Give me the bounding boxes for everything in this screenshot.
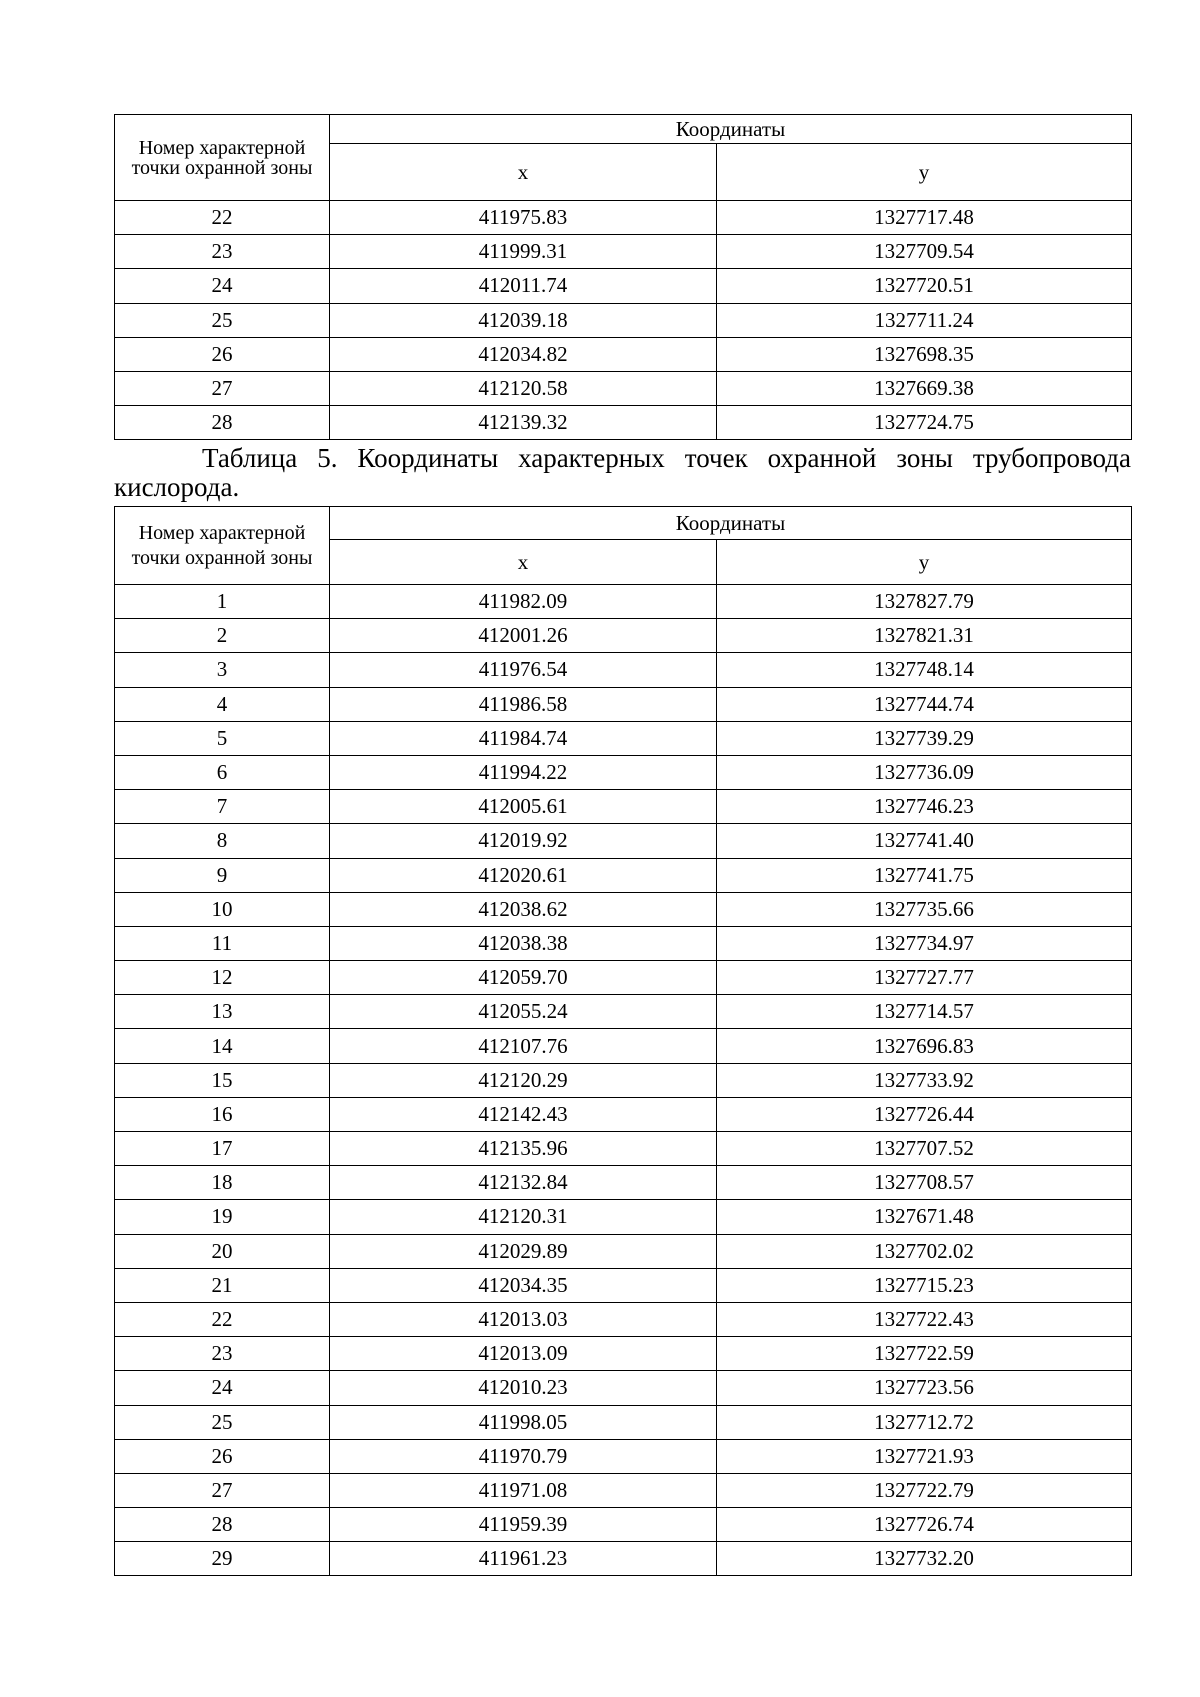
table-row [115, 1542, 1132, 1576]
y-coordinate-cell: 1327735.66 [717, 892, 1132, 926]
y-coordinate-cell: 1327714.57 [717, 995, 1132, 1029]
y-coordinate-cell: 1327827.79 [717, 585, 1132, 619]
y-coordinate-cell: 1327698.35 [717, 337, 1132, 371]
x-coordinate-cell: 412013.09 [330, 1337, 717, 1371]
point-number-cell: 21 [115, 1268, 330, 1302]
table-5-caption: Таблица 5. Координаты характерных точек охранной зоны трубопровода кислорода. [114, 443, 1131, 502]
x-coordinate-cell: 412001.26 [330, 619, 717, 653]
x-coordinate-cell: 412005.61 [330, 790, 717, 824]
point-number-cell: 28 [115, 406, 330, 440]
y-coordinate-cell: 1327721.93 [717, 1439, 1132, 1473]
point-number-cell: 3 [115, 653, 330, 687]
header-point-number: Номер характерной точки охранной зоны [115, 115, 330, 201]
table-row [115, 790, 1132, 824]
point-number-cell: 23 [115, 235, 330, 269]
table-row [115, 337, 1132, 371]
x-coordinate-cell: 412013.03 [330, 1302, 717, 1336]
table-row [115, 371, 1132, 405]
table-row [115, 1405, 1132, 1439]
header-y: y [717, 144, 1132, 201]
table-row [115, 653, 1132, 687]
table-row [115, 1302, 1132, 1336]
y-coordinate-cell: 1327732.20 [717, 1542, 1132, 1576]
coordinates-table-4-continuation [114, 114, 1132, 440]
header-x: x [330, 540, 717, 585]
table-row [115, 1029, 1132, 1063]
x-coordinate-cell: 412059.70 [330, 961, 717, 995]
y-coordinate-cell: 1327715.23 [717, 1268, 1132, 1302]
x-coordinate-cell: 411959.39 [330, 1508, 717, 1542]
x-coordinate-cell: 412039.18 [330, 303, 717, 337]
table-row [115, 1097, 1132, 1131]
point-number-cell: 22 [115, 1302, 330, 1336]
y-coordinate-cell: 1327712.72 [717, 1405, 1132, 1439]
y-coordinate-cell: 1327723.56 [717, 1371, 1132, 1405]
x-coordinate-cell: 412019.92 [330, 824, 717, 858]
y-coordinate-cell: 1327744.74 [717, 687, 1132, 721]
point-number-cell: 11 [115, 926, 330, 960]
y-coordinate-cell: 1327724.75 [717, 406, 1132, 440]
y-coordinate-cell: 1327696.83 [717, 1029, 1132, 1063]
y-coordinate-cell: 1327746.23 [717, 790, 1132, 824]
point-number-cell: 10 [115, 892, 330, 926]
table-row [115, 1063, 1132, 1097]
y-coordinate-cell: 1327669.38 [717, 371, 1132, 405]
x-coordinate-cell: 412120.31 [330, 1200, 717, 1234]
point-number-cell: 5 [115, 721, 330, 755]
table-row [115, 269, 1132, 303]
table-row [115, 1439, 1132, 1473]
point-number-cell: 1 [115, 585, 330, 619]
point-number-cell: 29 [115, 1542, 330, 1576]
x-coordinate-cell: 411975.83 [330, 201, 717, 235]
y-coordinate-cell: 1327702.02 [717, 1234, 1132, 1268]
x-coordinate-cell: 411998.05 [330, 1405, 717, 1439]
point-number-cell: 12 [115, 961, 330, 995]
y-coordinate-cell: 1327726.44 [717, 1097, 1132, 1131]
table-row [115, 1132, 1132, 1166]
x-coordinate-cell: 412139.32 [330, 406, 717, 440]
table-row [115, 1166, 1132, 1200]
header-coordinates: Координаты [330, 115, 1132, 144]
point-number-cell: 27 [115, 1473, 330, 1507]
x-coordinate-cell: 411976.54 [330, 653, 717, 687]
point-number-cell: 7 [115, 790, 330, 824]
y-coordinate-cell: 1327726.74 [717, 1508, 1132, 1542]
y-coordinate-cell: 1327821.31 [717, 619, 1132, 653]
table-row [115, 995, 1132, 1029]
x-coordinate-cell: 412132.84 [330, 1166, 717, 1200]
y-coordinate-cell: 1327733.92 [717, 1063, 1132, 1097]
table-row [115, 687, 1132, 721]
point-number-cell: 17 [115, 1132, 330, 1166]
header-y: y [717, 540, 1132, 585]
x-coordinate-cell: 411999.31 [330, 235, 717, 269]
point-number-cell: 4 [115, 687, 330, 721]
point-number-cell: 24 [115, 1371, 330, 1405]
point-number-cell: 20 [115, 1234, 330, 1268]
x-coordinate-cell: 412020.61 [330, 858, 717, 892]
x-coordinate-cell: 412107.76 [330, 1029, 717, 1063]
x-coordinate-cell: 412135.96 [330, 1132, 717, 1166]
table-row [115, 1200, 1132, 1234]
point-number-cell: 26 [115, 337, 330, 371]
table-row [115, 824, 1132, 858]
x-coordinate-cell: 411994.22 [330, 755, 717, 789]
header-x: x [330, 144, 717, 201]
table-row [115, 892, 1132, 926]
coordinates-table-5 [114, 506, 1132, 1576]
y-coordinate-cell: 1327671.48 [717, 1200, 1132, 1234]
table-row [115, 235, 1132, 269]
x-coordinate-cell: 412038.62 [330, 892, 717, 926]
table-row [115, 585, 1132, 619]
point-number-cell: 13 [115, 995, 330, 1029]
x-coordinate-cell: 412034.82 [330, 337, 717, 371]
x-coordinate-cell: 412011.74 [330, 269, 717, 303]
point-number-cell: 6 [115, 755, 330, 789]
table-row [115, 406, 1132, 440]
x-coordinate-cell: 412120.58 [330, 371, 717, 405]
y-coordinate-cell: 1327711.24 [717, 303, 1132, 337]
point-number-cell: 25 [115, 303, 330, 337]
point-number-cell: 16 [115, 1097, 330, 1131]
table-row [115, 721, 1132, 755]
point-number-cell: 9 [115, 858, 330, 892]
table-row [115, 619, 1132, 653]
table-row [115, 1473, 1132, 1507]
point-number-cell: 23 [115, 1337, 330, 1371]
header-coordinates: Координаты [330, 507, 1132, 540]
point-number-cell: 18 [115, 1166, 330, 1200]
y-coordinate-cell: 1327709.54 [717, 235, 1132, 269]
table-row [115, 1508, 1132, 1542]
table-row [115, 961, 1132, 995]
x-coordinate-cell: 411984.74 [330, 721, 717, 755]
y-coordinate-cell: 1327722.59 [717, 1337, 1132, 1371]
point-number-cell: 15 [115, 1063, 330, 1097]
table-row [115, 1234, 1132, 1268]
y-coordinate-cell: 1327741.75 [717, 858, 1132, 892]
point-number-cell: 8 [115, 824, 330, 858]
point-number-cell: 14 [115, 1029, 330, 1063]
table-body [115, 201, 1132, 440]
y-coordinate-cell: 1327720.51 [717, 269, 1132, 303]
point-number-cell: 26 [115, 1439, 330, 1473]
x-coordinate-cell: 412055.24 [330, 995, 717, 1029]
x-coordinate-cell: 411970.79 [330, 1439, 717, 1473]
point-number-cell: 19 [115, 1200, 330, 1234]
y-coordinate-cell: 1327722.43 [717, 1302, 1132, 1336]
y-coordinate-cell: 1327727.77 [717, 961, 1132, 995]
x-coordinate-cell: 412120.29 [330, 1063, 717, 1097]
point-number-cell: 22 [115, 201, 330, 235]
y-coordinate-cell: 1327748.14 [717, 653, 1132, 687]
y-coordinate-cell: 1327708.57 [717, 1166, 1132, 1200]
table-row [115, 926, 1132, 960]
x-coordinate-cell: 412034.35 [330, 1268, 717, 1302]
x-coordinate-cell: 411961.23 [330, 1542, 717, 1576]
point-number-cell: 24 [115, 269, 330, 303]
table-row [115, 303, 1132, 337]
x-coordinate-cell: 412038.38 [330, 926, 717, 960]
point-number-cell: 25 [115, 1405, 330, 1439]
y-coordinate-cell: 1327739.29 [717, 721, 1132, 755]
point-number-cell: 2 [115, 619, 330, 653]
table-row [115, 201, 1132, 235]
y-coordinate-cell: 1327722.79 [717, 1473, 1132, 1507]
header-point-number: Номер характерной точки охранной зоны [115, 507, 330, 585]
x-coordinate-cell: 411982.09 [330, 585, 717, 619]
table-row [115, 755, 1132, 789]
table-row [115, 1337, 1132, 1371]
point-number-cell: 27 [115, 371, 330, 405]
x-coordinate-cell: 412029.89 [330, 1234, 717, 1268]
x-coordinate-cell: 412142.43 [330, 1097, 717, 1131]
point-number-cell: 28 [115, 1508, 330, 1542]
x-coordinate-cell: 411971.08 [330, 1473, 717, 1507]
y-coordinate-cell: 1327741.40 [717, 824, 1132, 858]
table-row [115, 858, 1132, 892]
x-coordinate-cell: 412010.23 [330, 1371, 717, 1405]
y-coordinate-cell: 1327717.48 [717, 201, 1132, 235]
y-coordinate-cell: 1327736.09 [717, 755, 1132, 789]
table-row [115, 1268, 1132, 1302]
x-coordinate-cell: 411986.58 [330, 687, 717, 721]
table-body [115, 585, 1132, 1576]
y-coordinate-cell: 1327734.97 [717, 926, 1132, 960]
y-coordinate-cell: 1327707.52 [717, 1132, 1132, 1166]
table-row [115, 1371, 1132, 1405]
